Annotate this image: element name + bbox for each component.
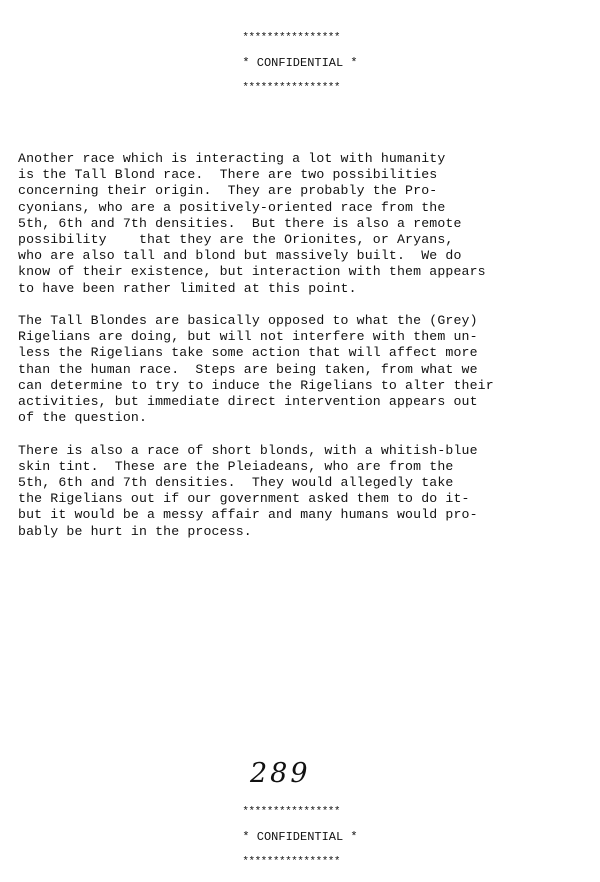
- text-line: 5th, 6th and 7th densities. But there is also a remote: [18, 215, 462, 231]
- stamp-star-border-bottom: ****************: [242, 856, 340, 868]
- text-line: Another race which is interacting a lot with humanity: [18, 151, 446, 166]
- text-line: of the question.: [18, 410, 148, 426]
- stamp-label-row: * CONFIDENTIAL *: [242, 830, 358, 844]
- text-line: bably be hurt in the process.: [18, 523, 252, 539]
- text-line: but it would be a messy affair and many humans would pro-: [18, 507, 478, 523]
- paragraph-3: [18, 443, 593, 540]
- text-line: activities, but immediate direct intervention appears out: [18, 394, 478, 410]
- text-line: skin tint. These are the Pleiadeans, who are from the: [18, 458, 454, 474]
- document-body: [18, 151, 593, 556]
- text-line: cyonians, who are a positively-oriented race from the: [18, 199, 446, 215]
- stamp-frame: [242, 794, 357, 880]
- stamp-star-border-top: ****************: [242, 806, 340, 818]
- text-line: can determine to try to induce the Rigelians to alter their: [18, 377, 494, 393]
- stamp-star-border-bottom: ****************: [242, 82, 340, 94]
- text-line: know of their existence, but interaction with them appears: [18, 264, 486, 280]
- text-line: possibility that they are the Orionites, or Aryans,: [18, 232, 454, 248]
- stamp-label: CONFIDENTIAL: [256, 830, 344, 844]
- text-line: to have been rather limited at this point.: [18, 280, 357, 296]
- stamp-label: CONFIDENTIAL: [256, 56, 344, 70]
- text-line: the Rigelians out if our government asked them to do it-: [18, 491, 470, 507]
- page-number: 289: [250, 758, 311, 789]
- paragraph-1: [18, 151, 593, 297]
- text-line: The Tall Blondes are basically opposed to what the (Grey): [18, 313, 478, 329]
- confidential-stamp-top: [0, 20, 600, 108]
- text-line: than the human race. Steps are being taken, from what we: [18, 361, 478, 377]
- text-line: is the Tall Blond race. There are two possibilities: [18, 167, 438, 183]
- paragraph-2: [18, 313, 593, 426]
- stamp-label-row: * CONFIDENTIAL *: [242, 56, 358, 70]
- text-line: 5th, 6th and 7th densities. They would allegedly take: [18, 475, 454, 491]
- stamp-star-border-top: ****************: [242, 32, 340, 44]
- text-line: concerning their origin. They are probably the Pro-: [18, 183, 438, 199]
- text-line: Rigelians are doing, but will not interfere with them un-: [18, 329, 478, 345]
- text-line: There is also a race of short blonds, with a whitish-blue: [18, 442, 478, 458]
- text-line: less the Rigelians take some action that will affect more: [18, 345, 478, 361]
- confidential-stamp-bottom: [0, 794, 600, 882]
- stamp-frame: [242, 20, 357, 106]
- text-line: who are also tall and blond but massively built. We do: [18, 248, 462, 264]
